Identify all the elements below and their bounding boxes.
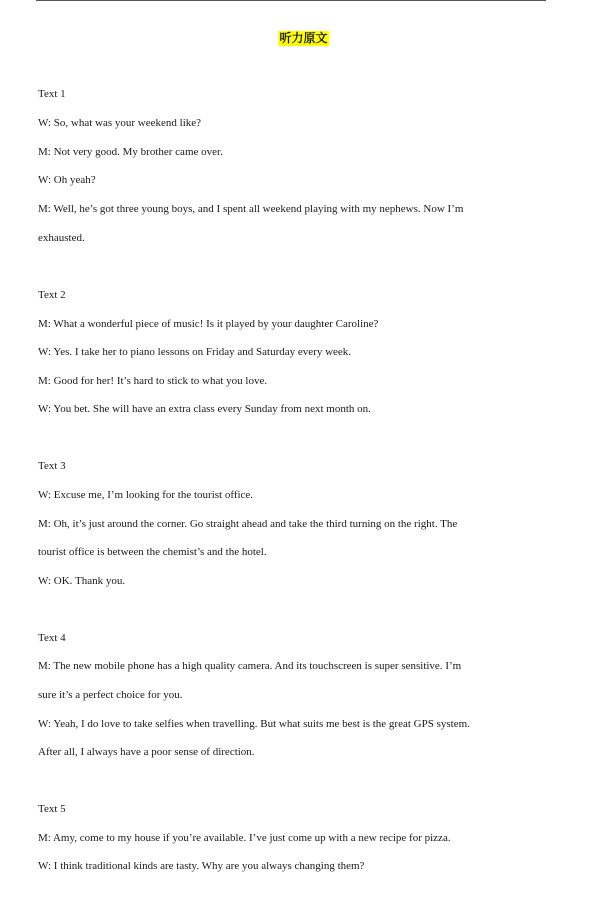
transcript-line: M: The new mobile phone has a high quality camera. And its touchscreen is super sensitive. I’m	[38, 660, 462, 672]
transcript-line: W: Yes. I take her to piano lessons on Friday and Saturday every week.	[38, 346, 352, 358]
transcript-line: W: Oh yeah?	[38, 174, 96, 186]
top-rule	[36, 0, 546, 1]
transcript-line: M: Amy, come to my house if you’re available. I’ve just come up with a new recipe for pizza.	[38, 832, 451, 844]
transcript-line: M: What a wonderful piece of music! Is it played by your daughter Caroline?	[38, 318, 379, 330]
title-container	[0, 29, 607, 47]
transcript-line: W: So, what was your weekend like?	[38, 117, 202, 129]
transcript-line: W: I think traditional kinds are tasty. Why are you always changing them?	[38, 860, 365, 872]
page-title: 听力原文	[279, 31, 328, 45]
transcript-line: sure it’s a perfect choice for you.	[38, 689, 183, 701]
section-heading-text-1: Text 1	[38, 88, 66, 100]
section-heading-text-3: Text 3	[38, 460, 66, 472]
transcript-line: W: Excuse me, I’m looking for the tourist office.	[38, 489, 254, 501]
transcript-line: M: Good for her! It’s hard to stick to what you love.	[38, 375, 268, 387]
transcript-line: M: Well, he’s got three young boys, and I spent all weekend playing with my nephews. Now I’m	[38, 203, 464, 215]
transcript-line: After all, I always have a poor sense of direction.	[38, 746, 255, 758]
transcript-line: M: Oh, it’s just around the corner. Go straight ahead and take the third turning on the right. The	[38, 518, 458, 530]
transcript-line: tourist office is between the chemist’s and the hotel.	[38, 546, 267, 558]
transcript-line: W: OK. Thank you.	[38, 575, 126, 587]
transcript-line: W: You bet. She will have an extra class every Sunday from next month on.	[38, 403, 371, 415]
transcript-line: exhausted.	[38, 232, 85, 244]
section-heading-text-2: Text 2	[38, 289, 66, 301]
transcript-line: M: Not very good. My brother came over.	[38, 146, 223, 158]
section-heading-text-5: Text 5	[38, 803, 66, 815]
transcript-line: W: Yeah, I do love to take selfies when travelling. But what suits me best is the great GPS system.	[38, 718, 470, 730]
section-heading-text-4: Text 4	[38, 632, 66, 644]
